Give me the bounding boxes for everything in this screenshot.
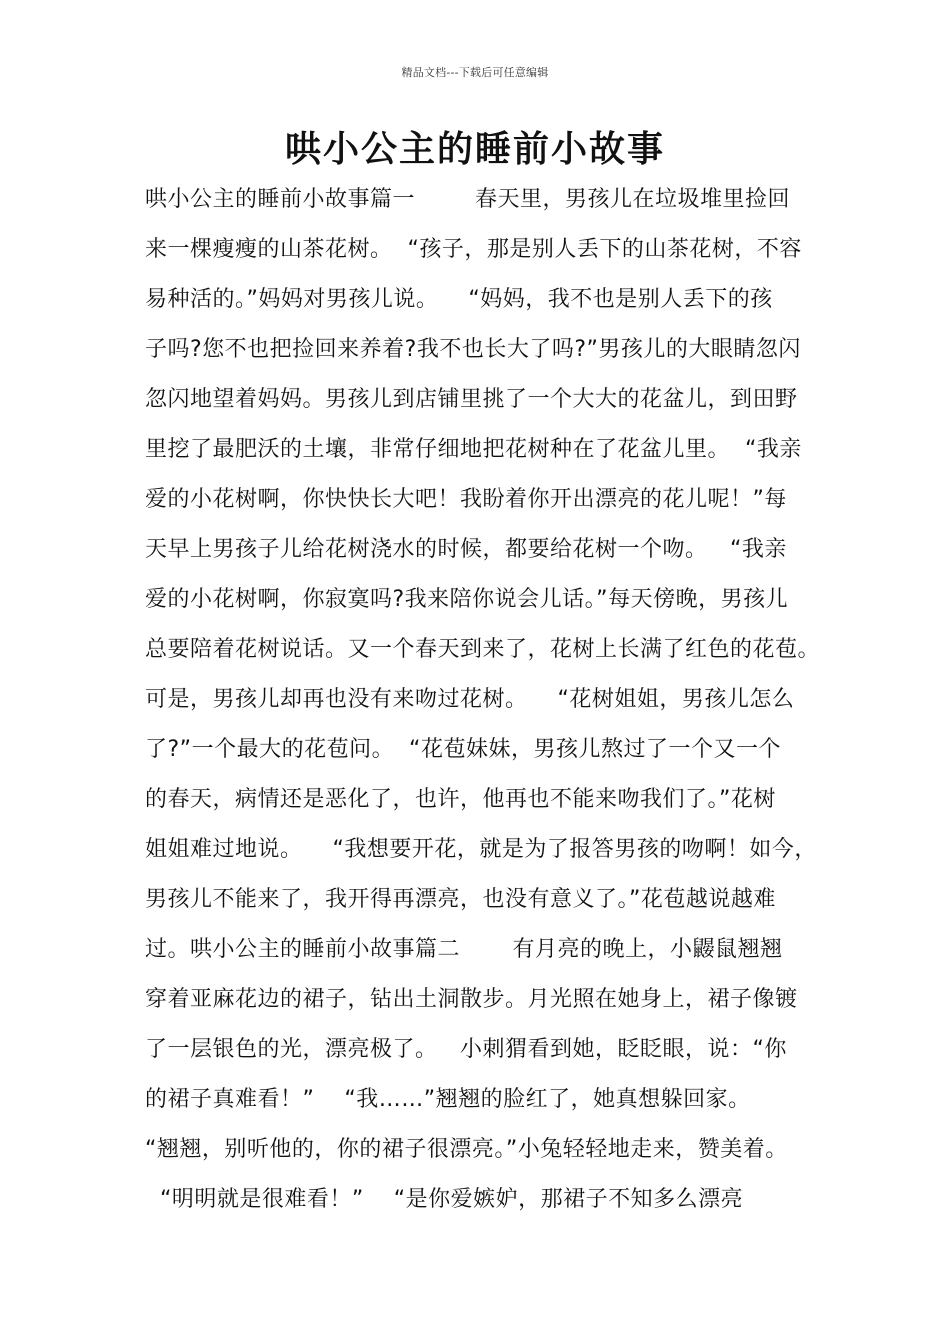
text-line: 爱的小花树啊，你快快长大吧！我盼着你开出漂亮的花儿呢！”每 (145, 487, 787, 512)
document-title: 哄小公主的睡前小故事 (284, 129, 665, 170)
text-line: 里挖了最肥沃的土壤，非常仔细地把花树种在了花盆儿里。 “我亲 (145, 437, 802, 462)
text-line: “明明就是很难看！” “是你爱嫉妒，那裙子不知多么漂亮 (145, 1187, 744, 1212)
text-line: 了?”一个最大的花苞问。 “花苞妹妹，男孩儿熬过了一个又一个 (145, 737, 781, 762)
text-line: 天早上男孩子儿给花树浇水的时候，都要给花树一个吻。 “我亲 (145, 537, 787, 562)
text-line: 易种活的。”妈妈对男孩儿说。 “妈妈，我不也是别人丢下的孩 (145, 287, 773, 312)
text-line: 男孩儿不能来了，我开得再漂亮，也没有意义了。”花苞越说越难 (145, 887, 776, 912)
text-line: 哄小公主的睡前小故事篇一 春天里，男孩儿在垃圾堆里捡回 (145, 187, 790, 212)
text-line: 可是，男孩儿却再也没有来吻过花树。 “花树姐姐，男孩儿怎么 (145, 687, 795, 712)
text-line: 的春天，病情还是恶化了，也许，他再也不能来吻我们了。”花树 (145, 787, 776, 812)
text-line: 总要陪着花树说话。又一个春天到来了，花树上长满了红色的花苞。 (145, 637, 821, 662)
text-line: 爱的小花树啊，你寂寞吗?我来陪你说会儿话。”每天傍晚，男孩儿 (145, 587, 789, 612)
page-header: 精品文档---下载后可任意编辑 (401, 66, 549, 79)
text-line: 子吗?您不也把捡回来养着?我不也长大了吗?”男孩儿的大眼睛忽闪 (145, 337, 801, 362)
text-line: 穿着亚麻花边的裙子，钻出土洞散步。月光照在她身上，裙子像镀 (145, 987, 798, 1012)
text-line: 了一层银色的光，漂亮极了。 小刺猬看到她，眨眨眼，说：“你 (145, 1037, 787, 1062)
text-line: 过。哄小公主的睡前小故事篇二 有月亮的晚上，小鼹鼠翘翘 (145, 937, 783, 962)
text-line: 忽闪地望着妈妈。男孩儿到店铺里挑了一个大大的花盆儿，到田野 (145, 387, 798, 412)
text-line: 姐姐难过地说。 “我想要开花，就是为了报答男孩的吻啊！如今， (145, 837, 817, 862)
text-line: 来一棵瘦瘦的山茶花树。 “孩子，那是别人丢下的山茶花树，不容 (145, 237, 802, 262)
story-body (145, 175, 845, 1225)
text-line: “翘翘，别听他的，你的裙子很漂亮。”小兔轻轻地走来，赞美着。 (145, 1137, 788, 1162)
text-line: 的裙子真难看！” “我……”翘翘的脸红了，她真想躲回家。 (145, 1087, 751, 1112)
